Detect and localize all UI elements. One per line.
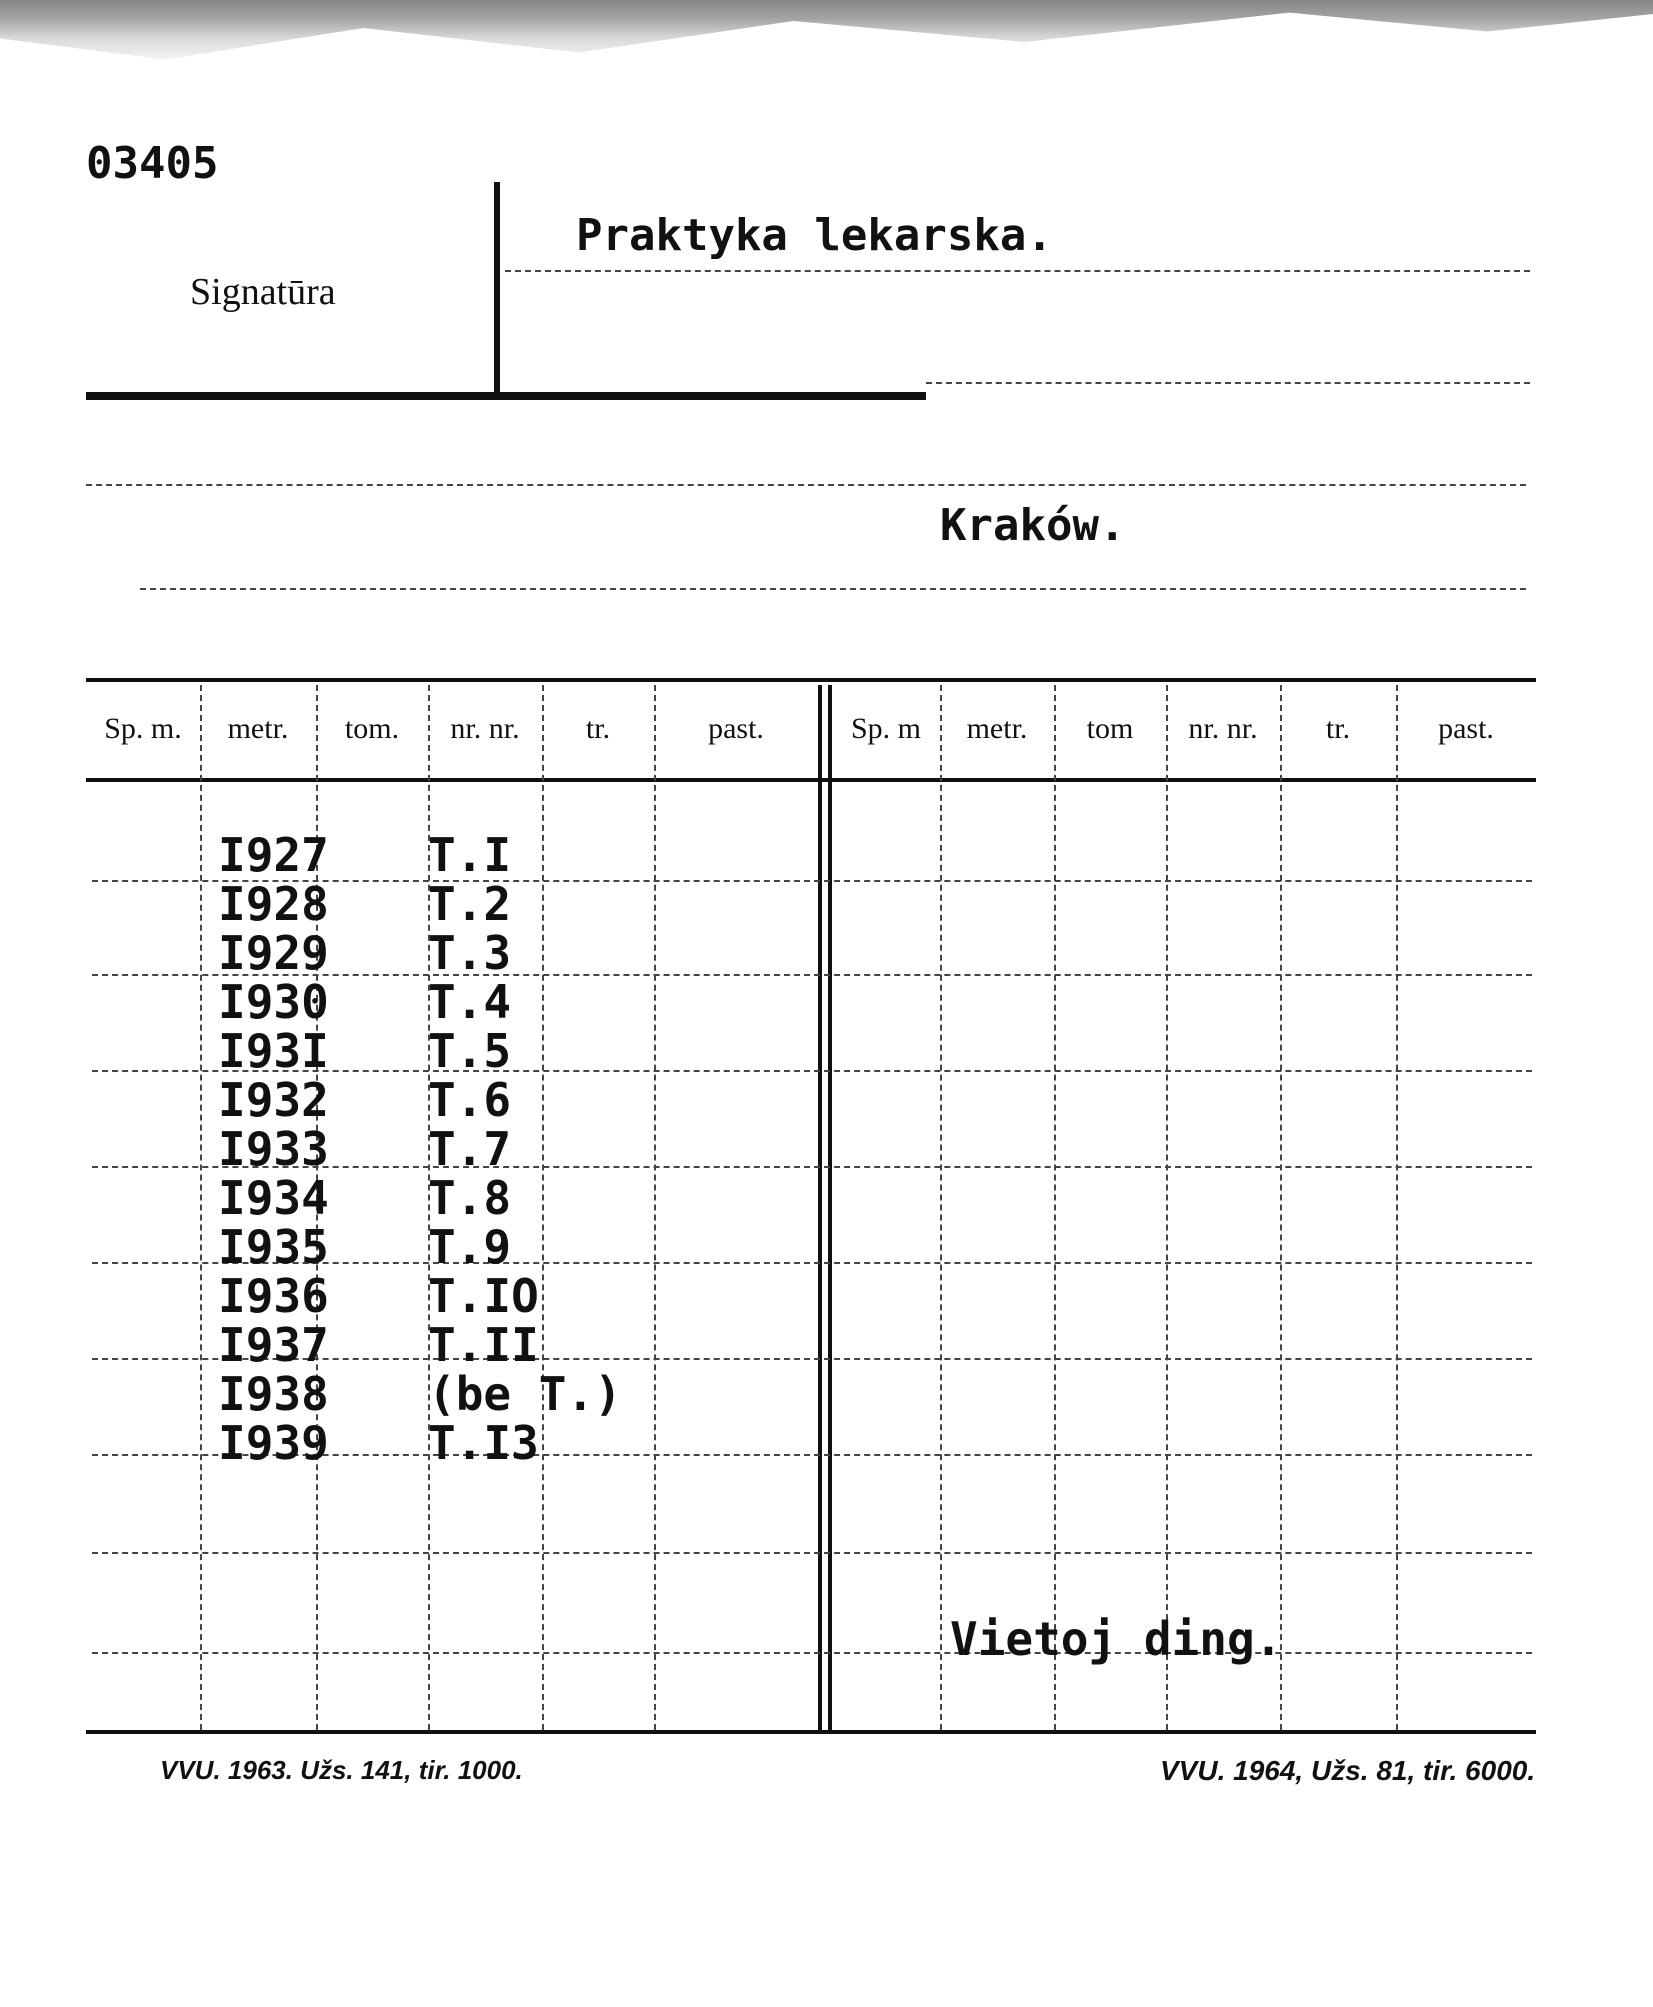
place-rule-top xyxy=(86,484,1526,486)
place: Kraków. xyxy=(940,500,1126,551)
row-metr: I932 xyxy=(218,1073,329,1127)
center-divider xyxy=(818,685,822,1730)
col-header-tr: tr. xyxy=(585,712,611,745)
row-metr: I938 xyxy=(218,1367,329,1421)
card-title: Praktyka lekarska. xyxy=(576,210,1053,261)
row-metr: I935 xyxy=(218,1220,329,1274)
row-nr: T.5 xyxy=(428,1024,512,1078)
col-header-tr: tr. xyxy=(1325,712,1351,745)
place-rule-bottom xyxy=(140,588,1526,590)
row-line xyxy=(92,1552,1532,1554)
signatura-label: Signatūra xyxy=(190,271,336,313)
col-header-tom: tom. xyxy=(344,712,400,745)
row-metr: I93I xyxy=(218,1024,329,1078)
row-nr: T.IO xyxy=(428,1269,539,1323)
table-bottom-rule xyxy=(86,1730,1536,1734)
row-nr: T.6 xyxy=(428,1073,512,1127)
col-header-metr: metr. xyxy=(227,712,289,745)
row-metr: I928 xyxy=(218,877,329,931)
row-nr: T.I xyxy=(428,828,512,882)
row-nr: T.2 xyxy=(428,877,512,931)
col-header-metr: metr. xyxy=(966,712,1028,745)
row-metr: I933 xyxy=(218,1122,329,1176)
table-header-rule xyxy=(86,778,1536,782)
row-metr: I927 xyxy=(218,828,329,882)
col-line xyxy=(200,685,202,1730)
torn-edge xyxy=(0,0,1653,70)
printer-stamp-right: VVU. 1964, Užs. 81, tir. 6000. xyxy=(1160,1755,1536,1786)
row-metr: I936 xyxy=(218,1269,329,1323)
col-line xyxy=(1280,685,1282,1730)
col-header-nr-nr: nr. nr. xyxy=(1188,712,1258,745)
card-number: 03405 xyxy=(86,138,219,189)
col-line xyxy=(1054,685,1056,1730)
col-header-sp-m: Sp. m. xyxy=(104,712,182,745)
row-metr: I929 xyxy=(218,926,329,980)
row-metr: I939 xyxy=(218,1416,329,1470)
row-nr: T.I3 xyxy=(428,1416,539,1470)
col-header-sp-m: Sp. m xyxy=(850,712,922,745)
header-rule xyxy=(86,392,926,400)
col-header-tom: tom xyxy=(1086,712,1134,745)
col-line xyxy=(940,685,942,1730)
col-header-nr-nr: nr. nr. xyxy=(450,712,520,745)
row-nr: T.7 xyxy=(428,1122,512,1176)
row-nr: T.8 xyxy=(428,1171,512,1225)
row-nr: (be T.) xyxy=(428,1367,622,1421)
row-line xyxy=(92,1652,1532,1654)
table-top-rule xyxy=(86,678,1536,682)
col-header-past: past. xyxy=(1438,712,1494,745)
center-divider xyxy=(828,685,832,1730)
col-line xyxy=(1396,685,1398,1730)
col-header-past: past. xyxy=(708,712,764,745)
title-rule xyxy=(505,270,1530,272)
row-metr: I930 xyxy=(218,975,329,1029)
header-divider xyxy=(494,182,500,392)
col-line xyxy=(542,685,544,1730)
row-metr: I937 xyxy=(218,1318,329,1372)
note: Vietoj ding. xyxy=(950,1612,1283,1666)
row-nr: T.3 xyxy=(428,926,512,980)
row-nr: T.4 xyxy=(428,975,512,1029)
col-line xyxy=(654,685,656,1730)
header-rule-faint xyxy=(926,382,1530,384)
row-nr: T.9 xyxy=(428,1220,512,1274)
row-nr: T.II xyxy=(428,1318,539,1372)
printer-stamp-left: VVU. 1963. Užs. 141, tir. 1000. xyxy=(160,1755,523,1785)
row-metr: I934 xyxy=(218,1171,329,1225)
col-line xyxy=(1166,685,1168,1730)
